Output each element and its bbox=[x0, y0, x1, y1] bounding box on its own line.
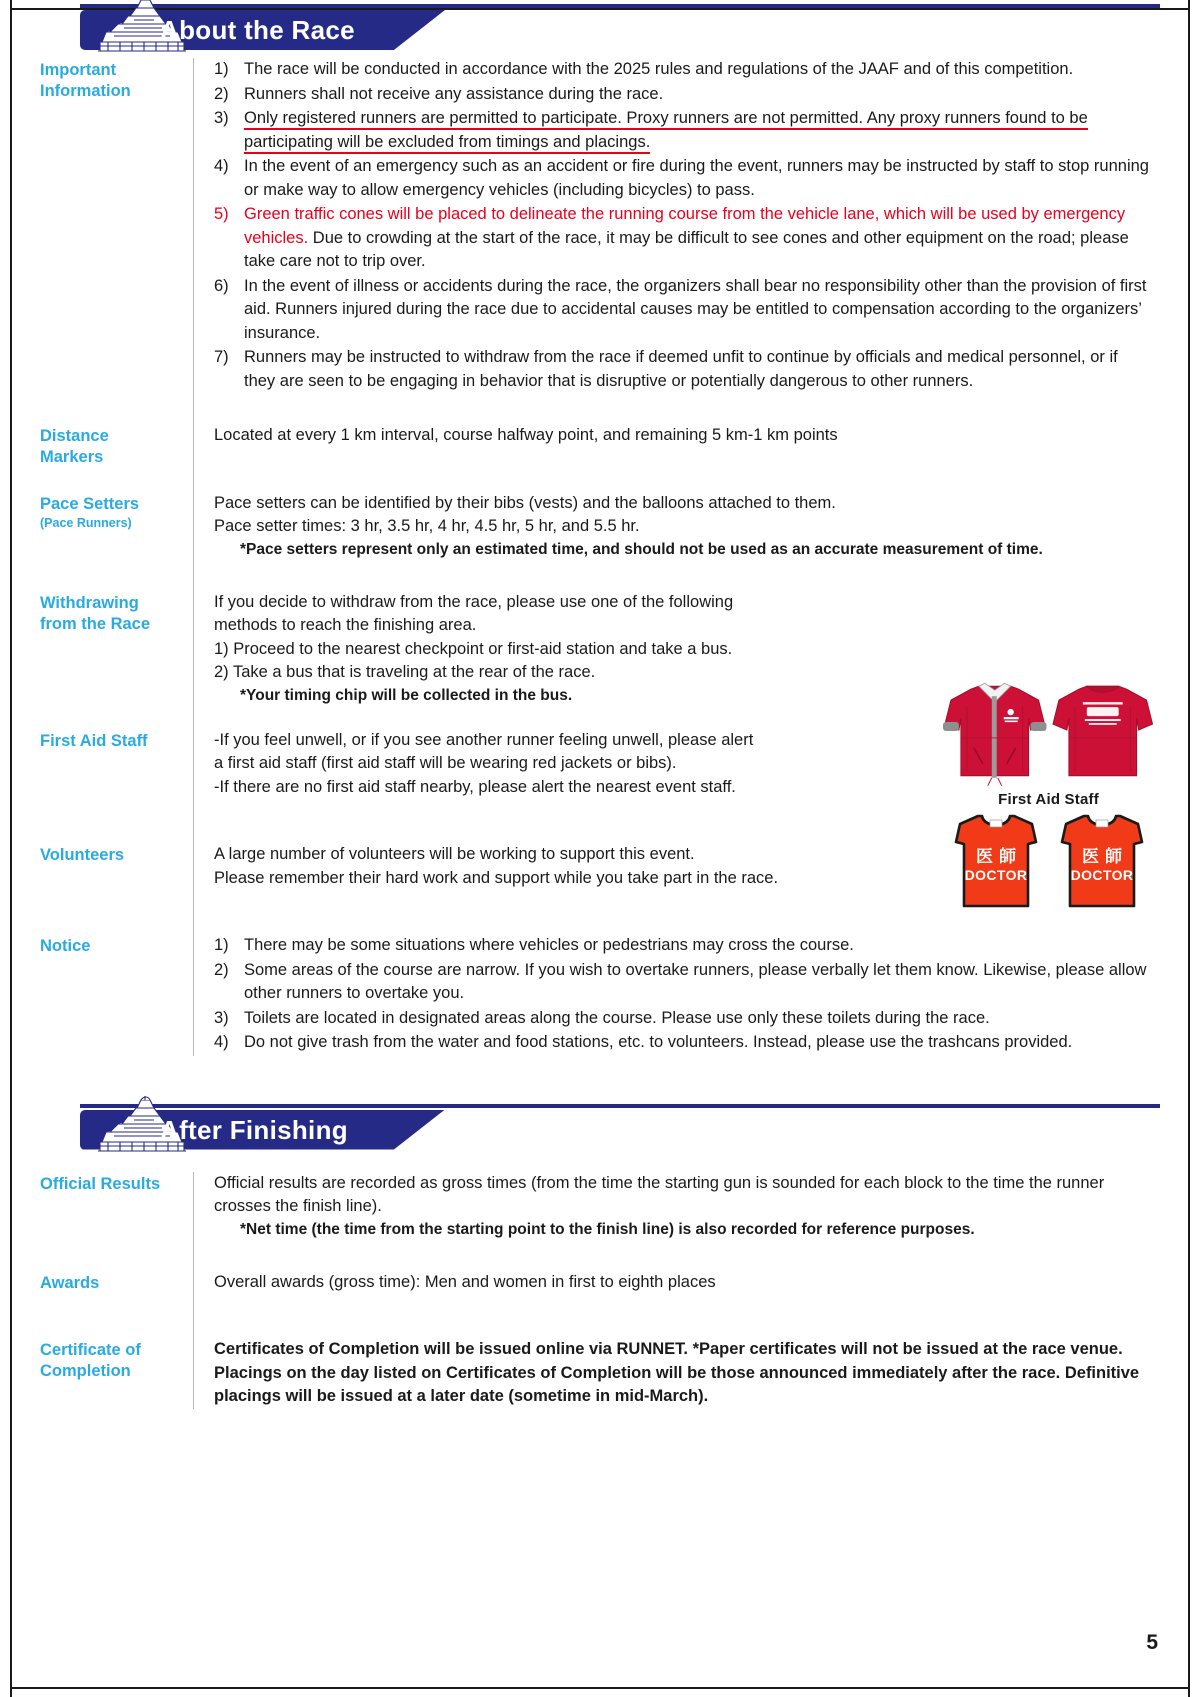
label-column bbox=[38, 843, 193, 934]
spacer bbox=[214, 1294, 1152, 1324]
group-content bbox=[194, 1172, 1160, 1271]
group-official-results bbox=[38, 1172, 1160, 1271]
label-column bbox=[38, 492, 193, 591]
paragraph: Official results are recorded as gross times (from the time the starting gun is sounded for each block to the time the runner crosses the finish line). bbox=[214, 1173, 1105, 1215]
paragraph: Pace setter times: 3 hr, 3.5 hr, 4 hr, 4.5 hr, 5 hr, and 5.5 hr. bbox=[214, 517, 640, 535]
group-label-line-1: Pace Setters bbox=[40, 494, 140, 513]
list-item-number: 4) bbox=[214, 1033, 229, 1051]
group-label-line-1: Volunteers bbox=[40, 846, 125, 864]
banner-title-text: About the Race bbox=[160, 15, 355, 45]
list-item-text: Only registered runners are permitted to participate. Proxy runners are not permitted. Any proxy runners found to be participating will be excluded from timings and placings. bbox=[244, 109, 1088, 154]
group-label-line-2: Markers bbox=[40, 448, 104, 466]
group-label-line-1: Awards bbox=[40, 1273, 100, 1292]
list-item bbox=[214, 275, 1152, 346]
label-column bbox=[38, 1172, 193, 1271]
spacer bbox=[214, 920, 1152, 934]
list-item-number: 7) bbox=[214, 348, 229, 366]
list-item-number: 2) bbox=[214, 84, 229, 103]
group-label-line-1: Withdrawing bbox=[40, 593, 139, 612]
list-item-text: Do not give trash from the water and food stations, etc. to volunteers. Instead, please use the trashcans provided. bbox=[244, 1033, 1073, 1051]
group-label-line-1: Important bbox=[40, 61, 117, 79]
label-column bbox=[38, 1338, 193, 1409]
svg-text:DOCTOR: DOCTOR bbox=[1070, 867, 1133, 883]
paragraph: 1) Proceed to the nearest checkpoint or first-aid station and take a bus. bbox=[214, 639, 733, 658]
page-border-left bbox=[10, 0, 12, 1697]
label-column bbox=[38, 424, 193, 492]
group-label-line-1: Official Results bbox=[40, 1174, 161, 1193]
group-label-line-1: Distance bbox=[40, 427, 109, 445]
group-pace-setters bbox=[38, 492, 1160, 591]
list-item bbox=[214, 1031, 1152, 1055]
group-awards bbox=[38, 1271, 1160, 1339]
list-item-text: Due to crowding at the start of the race, it may be difficult to see cones and other equipment on the road; please take care not to trip over. bbox=[244, 228, 1129, 270]
list-item-number: 3) bbox=[214, 1008, 229, 1027]
list-item-number: 3) bbox=[214, 109, 229, 127]
page-border-right bbox=[1188, 0, 1190, 1697]
banner-title-text: After Finishing bbox=[160, 1114, 348, 1145]
list-item bbox=[214, 934, 1152, 958]
list-item bbox=[214, 155, 1152, 202]
paragraph: If you decide to withdraw from the race, please use one of the following bbox=[214, 592, 734, 611]
group-distance-markers bbox=[38, 424, 1160, 492]
jacket-back-icon bbox=[1049, 672, 1157, 790]
emphasis-note: *Pace setters represent only an estimated time, and should not be used as an accurate measurement of time. bbox=[240, 540, 1043, 558]
list-item-text: In the event of illness or accidents during the race, the organizers shall bear no responsibility other than the provision of first aid. Runners injured during the race due to accidental causes may be entitled to compensation according to the organizers’ insurance. bbox=[244, 276, 1147, 342]
emphasis-note: *Your timing chip will be collected in the bus. bbox=[240, 686, 573, 704]
paragraph: Pace setters can be identified by their bibs (vests) and the balloons attached to them. bbox=[214, 493, 836, 512]
list-item-number: 6) bbox=[214, 276, 229, 295]
list-item-number: 1) bbox=[214, 60, 229, 78]
label-column bbox=[38, 591, 193, 729]
figure-caption: First Aid Staff bbox=[998, 791, 1099, 808]
svg-text:医 師: 医 師 bbox=[975, 847, 1016, 867]
list-item bbox=[214, 959, 1152, 1006]
group-label-line-1: Certificate of bbox=[40, 1341, 141, 1359]
list-item-number: 4) bbox=[214, 157, 229, 175]
group-label-line-2: Information bbox=[40, 82, 131, 100]
group-label-line-1: Notice bbox=[40, 937, 91, 955]
spacer bbox=[214, 478, 1152, 492]
section-banner-about-the-race bbox=[38, 0, 1160, 52]
group-label-line-2: Completion bbox=[40, 1362, 131, 1380]
spacer bbox=[38, 1086, 1160, 1100]
list-item-text: In the event of an emergency such as an accident or fire during the event, runners may be instructed by staff to stop running or make way to allow emergency vehicles (including bicycles) to pass. bbox=[244, 157, 1149, 199]
important-information-list bbox=[214, 58, 1152, 393]
group-label-subtitle: (Pace Runners) bbox=[40, 515, 132, 530]
group-content bbox=[194, 58, 1160, 424]
spacer bbox=[214, 1324, 1152, 1338]
paragraph: Certificates of Completion will be issued online via RUNNET. *Paper certificates will not be issued at the race venue. Placings on the day listed on Certificates of Completion will be those announced immediately after the race. Definitive placings will be issued at a later date (sometime in mid-March). bbox=[214, 1340, 1140, 1405]
label-column bbox=[38, 934, 193, 1056]
list-item bbox=[214, 1007, 1152, 1031]
list-item-text: There may be some situations where vehicles or pedestrians may cross the course. bbox=[244, 936, 854, 954]
first-aid-staff-figure bbox=[941, 672, 1156, 908]
group-content bbox=[194, 1338, 1160, 1409]
vest-illustrations bbox=[941, 812, 1156, 908]
list-item-number: 1) bbox=[214, 936, 229, 954]
list-item-number: 5) bbox=[214, 205, 229, 223]
list-item-text-highlight: Green traffic cones will be placed to delineate the running course from the vehicle lane, which will be used by emergency vehicles. bbox=[244, 205, 1126, 247]
label-column bbox=[38, 58, 193, 424]
list-item bbox=[214, 346, 1152, 393]
list-item-text: Toilets are located in designated areas along the course. Please use only these toilets during the race. bbox=[244, 1008, 990, 1027]
paragraph: methods to reach the finishing area. bbox=[214, 616, 477, 634]
paragraph: Overall awards (gross time): Men and women in first to eighth places bbox=[214, 1272, 716, 1291]
paragraph: -If there are no first aid staff nearby, please alert the nearest event staff. bbox=[214, 777, 736, 796]
list-item-text: Runners may be instructed to withdraw from the race if deemed unfit to continue by officials and medical personnel, or if they are seen to be engaging in behavior that is disruptive or potentially dangerous to other runners. bbox=[244, 348, 1118, 390]
paragraph: Located at every 1 km interval, course halfway point, and remaining 5 km-1 km points bbox=[214, 426, 838, 444]
spacer bbox=[214, 394, 1152, 424]
group-label-line-2: from the Race bbox=[40, 614, 151, 633]
list-item bbox=[214, 203, 1152, 274]
group-content bbox=[194, 492, 1160, 591]
spacer bbox=[214, 1241, 1152, 1271]
list-item-text: Some areas of the course are narrow. If you wish to overtake runners, please verbally let them know. Likewise, please allow other runners to overtake you. bbox=[244, 960, 1147, 1002]
section-banner-after-finishing bbox=[38, 1100, 1160, 1152]
svg-text:医 師: 医 師 bbox=[1081, 847, 1122, 867]
group-important-information bbox=[38, 58, 1160, 424]
spacer bbox=[38, 1056, 1160, 1086]
emphasis-note: *Net time (the time from the starting point to the finish line) is also recorded for reference purposes. bbox=[240, 1220, 975, 1238]
list-item-text: Runners shall not receive any assistance during the race. bbox=[244, 84, 664, 103]
group-notice bbox=[38, 934, 1160, 1056]
paragraph: a first aid staff (first aid staff will be wearing red jackets or bibs). bbox=[214, 754, 677, 772]
group-certificate-of-completion bbox=[38, 1338, 1160, 1409]
doctor-vest-icon bbox=[1056, 812, 1148, 908]
list-item-number: 2) bbox=[214, 960, 229, 979]
group-content bbox=[194, 1271, 1160, 1339]
group-content bbox=[194, 934, 1160, 1056]
jacket-illustrations bbox=[941, 672, 1156, 790]
jacket-front-icon bbox=[941, 672, 1049, 790]
paragraph: -If you feel unwell, or if you see another runner feeling unwell, please alert bbox=[214, 730, 754, 749]
page-border-bottom bbox=[10, 1687, 1190, 1689]
banner-top-rule bbox=[80, 4, 1160, 8]
spacer bbox=[38, 1158, 1160, 1172]
list-item bbox=[214, 107, 1152, 154]
notice-list bbox=[214, 934, 1152, 1055]
doctor-vest-icon bbox=[950, 812, 1042, 908]
list-item bbox=[214, 58, 1152, 82]
page-number: 5 bbox=[1146, 1631, 1158, 1654]
label-column bbox=[38, 1271, 193, 1339]
label-column bbox=[38, 729, 193, 844]
spacer bbox=[214, 448, 1152, 478]
list-item-text: The race will be conducted in accordance with the 2025 rules and regulations of the JAAF and of this competition. bbox=[244, 60, 1074, 78]
paragraph: A large number of volunteers will be working to support this event. bbox=[214, 845, 695, 863]
section-body-after-finishing bbox=[38, 1158, 1160, 1409]
list-item bbox=[214, 83, 1152, 107]
svg-text:DOCTOR: DOCTOR bbox=[964, 867, 1027, 883]
group-label-line-1: First Aid Staff bbox=[40, 731, 148, 750]
paragraph: Please remember their hard work and support while you take part in the race. bbox=[214, 868, 779, 887]
spacer bbox=[214, 561, 1152, 591]
group-content bbox=[194, 424, 1160, 492]
paragraph: 2) Take a bus that is traveling at the rear of the race. bbox=[214, 663, 596, 681]
banner-top-rule bbox=[80, 1104, 1160, 1108]
